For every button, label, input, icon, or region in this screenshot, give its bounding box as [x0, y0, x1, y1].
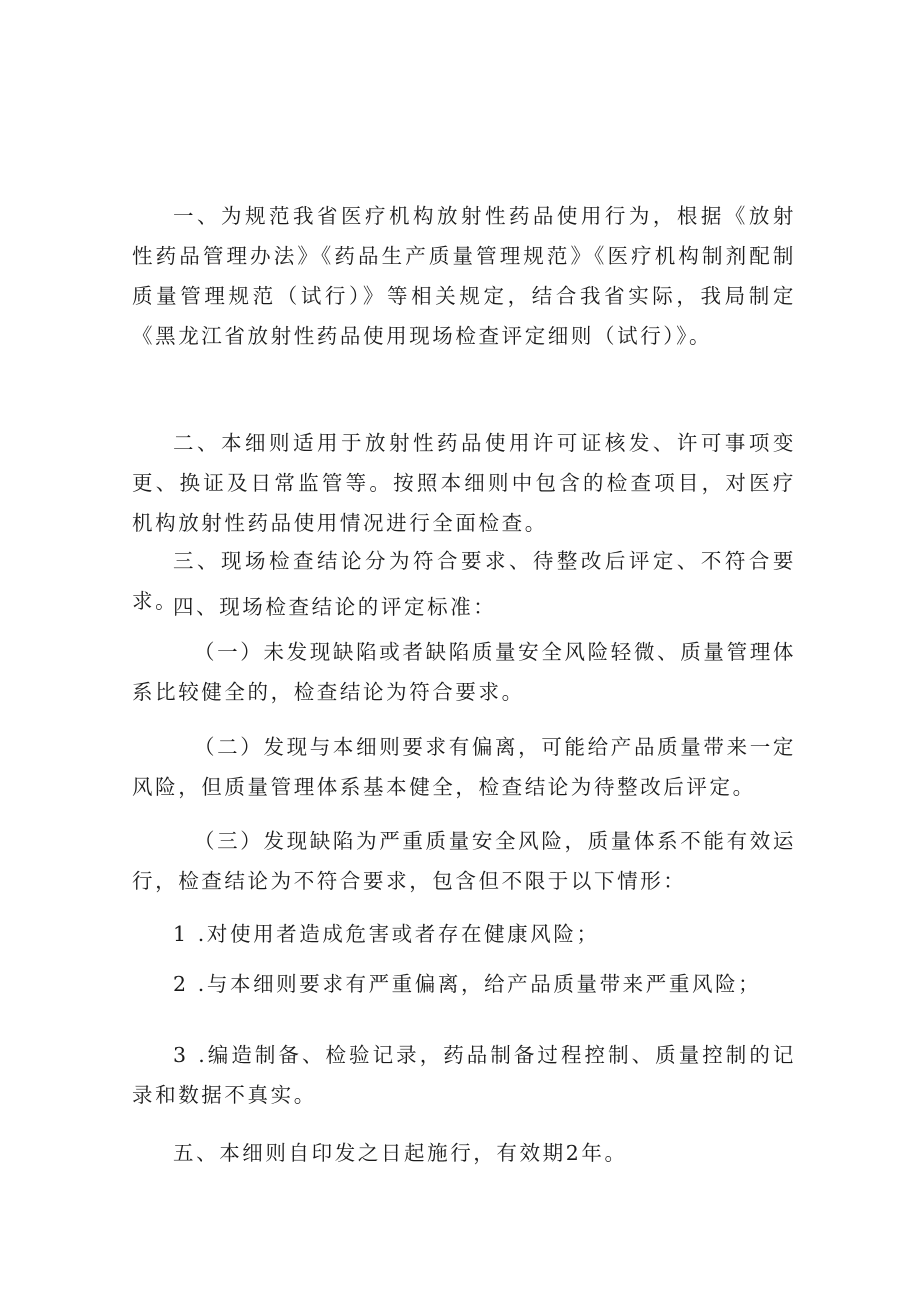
paragraph-4-2-rectify: （二）发现与本细则要求有偏离，可能给产品质量带来一定风险，但质量管理体系基本健全，检查结论为待整改后评定。	[132, 735, 796, 799]
paragraph-4-criteria-heading: 四、现场检查结论的评定标准：	[173, 595, 497, 619]
paragraph-5-effective-date: 五、本细则自印发之日起施行，有效期2年。	[173, 1141, 628, 1165]
paragraph-4-1-compliant: （一）未发现缺陷或者缺陷质量安全风险轻微、质量管理体系比较健全的，检查结论为符合要求。	[132, 640, 796, 704]
paragraph-3-conclusion-types: 三、现场检查结论分为符合要求、待整改后评定、不符合要求。	[132, 549, 796, 613]
list-item-1: 1 .对使用者造成危害或者存在健康风险；	[173, 922, 600, 946]
list-item-3: 3 .编造制备、检验记录，药品制备过程控制、质量控制的记录和数据不真实。	[132, 1043, 796, 1107]
paragraph-4-3-noncompliant: （三）发现缺陷为严重质量安全风险，质量体系不能有效运行，检查结论为不符合要求，包含但不限于以下情形：	[132, 829, 796, 893]
list-item-2: 2 .与本细则要求有严重偏离，给产品质量带来严重风险；	[173, 972, 762, 996]
paragraph-1-purpose: 一、为规范我省医疗机构放射性药品使用行为，根据《放射性药品管理办法》《药品生产质量管理规范》《医疗机构制剂配制质量管理规范（试行）》等相关规定，结合我省实际，我局制定《黑龙江省放射性药品使用现场检查评定细则（试行）》。	[132, 204, 796, 348]
paragraph-2-scope: 二、本细则适用于放射性药品使用许可证核发、许可事项变更、换证及日常监管等。按照本细则中包含的检查项目，对医疗机构放射性药品使用情况进行全面检查。	[132, 431, 796, 535]
